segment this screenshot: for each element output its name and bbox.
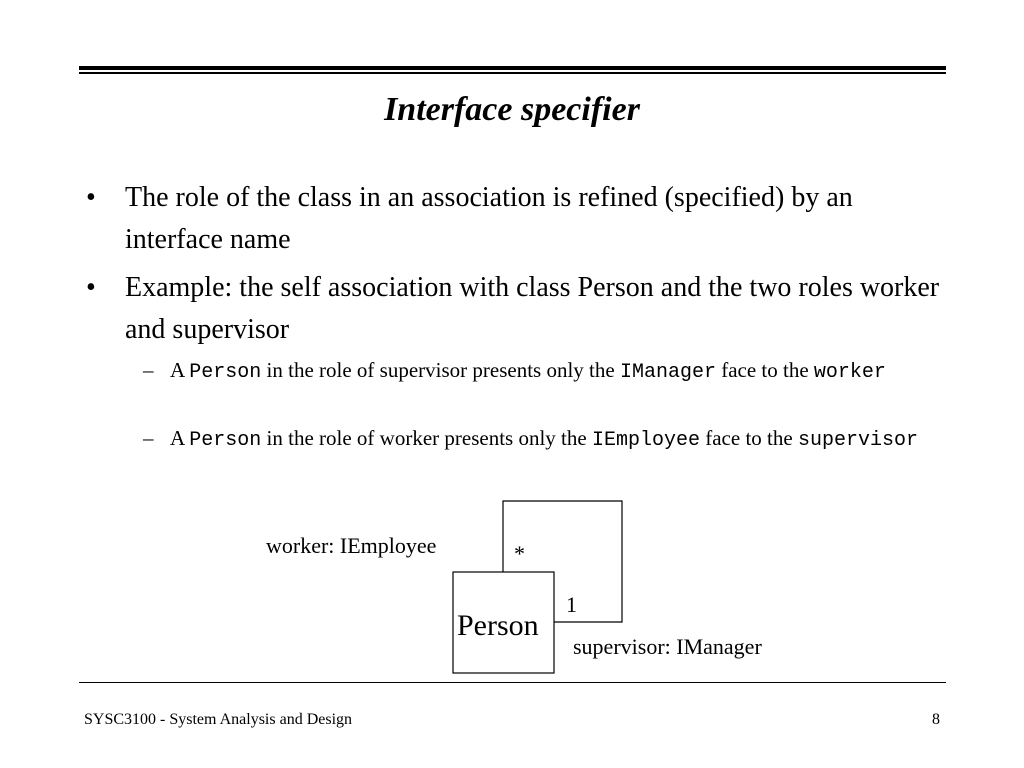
code-iemployee: IEmployee [591,429,700,452]
worker-role-label: worker: IEmployee [266,533,437,558]
page-number: 8 [932,711,940,728]
sub-bullet-text: in the role of worker presents only the [261,426,592,450]
sub-bullet-text: A [170,426,190,450]
title-rule-thin [79,72,946,74]
bullet-text: Example: the self association with class Person and the two roles worker and supervisor [125,272,940,345]
supervisor-multiplicity: 1 [566,592,577,617]
code-person: Person [189,361,262,384]
sub-bullet-text: A [170,358,190,382]
footer-course: SYSC3100 - System Analysis and Design [84,711,353,728]
sub-bullet-item [143,354,940,389]
bullet-marker: • [86,272,96,303]
sub-bullet-text: in the role of supervisor presents only the [261,358,620,382]
footer-rule [79,682,946,683]
sub-bullet-dash: – [143,358,154,382]
sub-bullet-text: face to the [699,426,798,450]
sub-bullet-item [143,422,940,457]
worker-multiplicity: * [514,541,525,566]
supervisor-role-label: supervisor: IManager [573,634,762,659]
bullet-marker: • [86,182,96,213]
person-class-name: Person [457,609,539,642]
sub-bullet-dash: – [143,426,154,450]
bullet-text: The role of the class in an association is refined (specified) by an interface name [125,182,853,255]
bullet-item [86,177,940,261]
code-supervisor: supervisor [797,429,918,452]
bullet-item [86,267,940,351]
title-rule-thick [79,66,946,70]
code-imanager: IManager [619,361,716,384]
sub-bullet-text: face to the [715,358,814,382]
code-person: Person [189,429,262,452]
code-worker: worker [813,361,886,384]
slide-title: Interface specifier [384,91,640,128]
